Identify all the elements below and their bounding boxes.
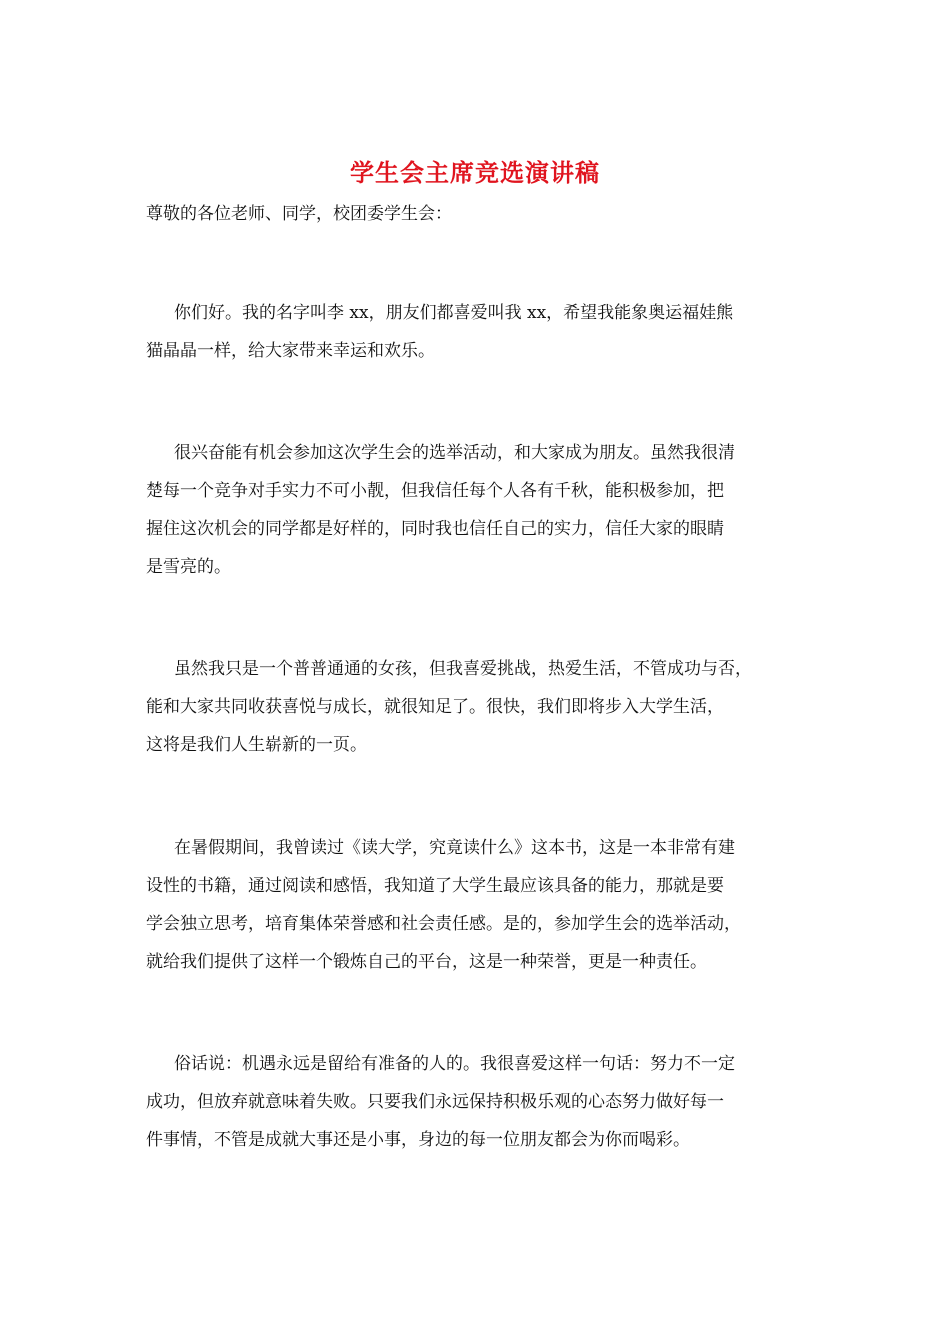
paragraph-line: 握住这次机会的同学都是好样的，同时我也信任自己的实力，信任大家的眼睛: [146, 519, 724, 539]
paragraph-line: 设性的书籍，通过阅读和感悟，我知道了大学生最应该具备的能力，那就是要: [146, 876, 724, 896]
paragraph-line: 在暑假期间，我曾读过《读大学，究竟读什么》这本书，这是一本非常有建: [174, 838, 735, 858]
paragraph-line: 能和大家共同收获喜悦与成长，就很知足了。很快，我们即将步入大学生活，: [146, 697, 724, 717]
paragraph-line: 这将是我们人生崭新的一页。: [146, 735, 367, 755]
paragraph-3: [146, 650, 836, 764]
paragraph-line: 件事情，不管是成就大事还是小事，身边的每一位朋友都会为你而喝彩。: [146, 1130, 690, 1150]
paragraph-line: 很兴奋能有机会参加这次学生会的选举活动，和大家成为朋友。虽然我很清: [174, 443, 735, 463]
paragraph-line: 楚每一个竞争对手实力不可小靓，但我信任每个人各有千秋，能积极参加，把: [146, 481, 724, 501]
paragraph-5: [146, 1045, 836, 1159]
paragraph-1: [146, 294, 836, 370]
paragraph-line: 你们好。我的名字叫李 xx，朋友们都喜爱叫我 xx，希望我能象奥运福娃熊: [174, 303, 734, 323]
paragraph-2: [146, 434, 836, 586]
paragraph-line: 虽然我只是一个普普通通的女孩，但我喜爱挑战，热爱生活，不管成功与否，: [174, 659, 752, 679]
paragraph-line: 猫晶晶一样，给大家带来幸运和欢乐。: [146, 341, 435, 361]
paragraph-line: 俗话说：机遇永远是留给有准备的人的。我很喜爱这样一句话：努力不一定: [174, 1054, 735, 1074]
paragraph-line: 成功，但放弃就意味着失败。只要我们永远保持积极乐观的心态努力做好每一: [146, 1092, 724, 1112]
paragraph-line: 就给我们提供了这样一个锻炼自己的平台，这是一种荣誉，更是一种责任。: [146, 952, 707, 972]
paragraph-line: 学会独立思考，培育集体荣誉感和社会责任感。是的，参加学生会的选举活动，: [146, 914, 741, 934]
document-title: 学生会主席竞选演讲稿: [350, 158, 600, 187]
paragraph-4: [146, 829, 836, 981]
paragraph-line: 是雪亮的。: [146, 557, 231, 577]
salutation: 尊敬的各位老师、同学，校团委学生会：: [146, 204, 452, 224]
